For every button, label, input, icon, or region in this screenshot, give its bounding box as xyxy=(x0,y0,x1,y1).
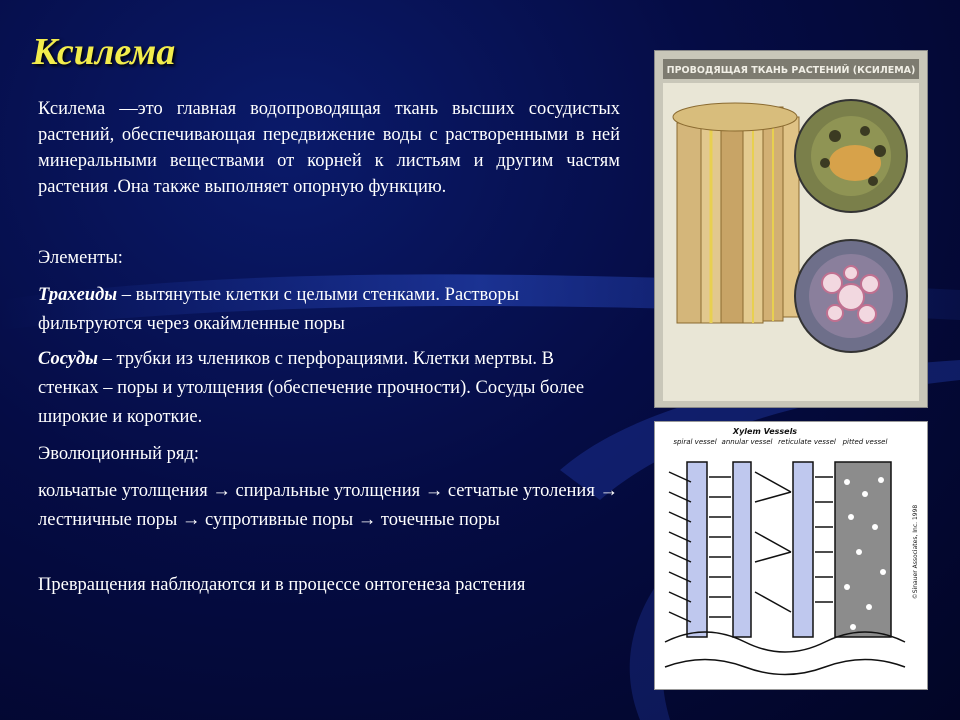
ontogenesis-paragraph: Превращения наблюдаются и в процессе онтогенеза растения xyxy=(38,575,526,595)
xylem-tubes-illustration xyxy=(673,103,799,323)
cross-section-bottom-illustration xyxy=(795,240,907,352)
elements-heading: Элементы: xyxy=(38,248,123,268)
cross-section-top-illustration xyxy=(795,100,907,212)
tracheids-text: – вытянутые клетки с целыми стенками. Растворы фильтруются через окаймленные поры xyxy=(38,285,520,334)
vessels-term: Сосуды xyxy=(38,349,98,369)
tracheids-term: Трахеиды xyxy=(38,285,118,305)
label-spiral: spiral vessel xyxy=(673,438,717,446)
vessels-paragraph xyxy=(38,345,618,432)
xylem-poster-drawing xyxy=(655,51,927,407)
xylem-vessels-drawing xyxy=(655,422,927,689)
vessels-figure-title: Xylem Vessels xyxy=(732,427,798,436)
poster-banner: ПРОВОДЯЩАЯ ТКАНЬ РАСТЕНИЙ (КСИЛЕМА) xyxy=(666,65,916,76)
tracheids-paragraph xyxy=(38,281,618,339)
sinauer-credit: ©Sinauer Associates, Inc. 1998 xyxy=(912,504,919,600)
intro-paragraph: Ксилема —это главная водопроводящая ткань высших сосудистых растений, обеспечивающая передвижение воды с растворенными в ней минеральными веществами от корней к листьям и другим частям растения .Она также выполняет опорную функцию. xyxy=(38,99,620,197)
label-reticulate: reticulate vessel xyxy=(778,438,836,446)
slide-title: Ксилема xyxy=(32,31,176,73)
evolution-series: кольчатые утолщения → спиральные утолщения → сетчатые утоления → лестничные поры → супротивные поры → точечные поры xyxy=(38,481,618,530)
label-pitted: pitted vessel xyxy=(842,438,888,446)
label-annular: annular vessel xyxy=(721,438,773,446)
xylem-poster-image xyxy=(654,50,928,408)
vessels-text: – трубки из члеников с перфорациями. Клетки мертвы. В стенках – поры и утолщения (обеспечение прочности). Сосуды более широкие и короткие. xyxy=(38,349,585,427)
xylem-vessels-image xyxy=(654,421,928,690)
evolution-heading: Эволюционный ряд: xyxy=(38,444,199,464)
